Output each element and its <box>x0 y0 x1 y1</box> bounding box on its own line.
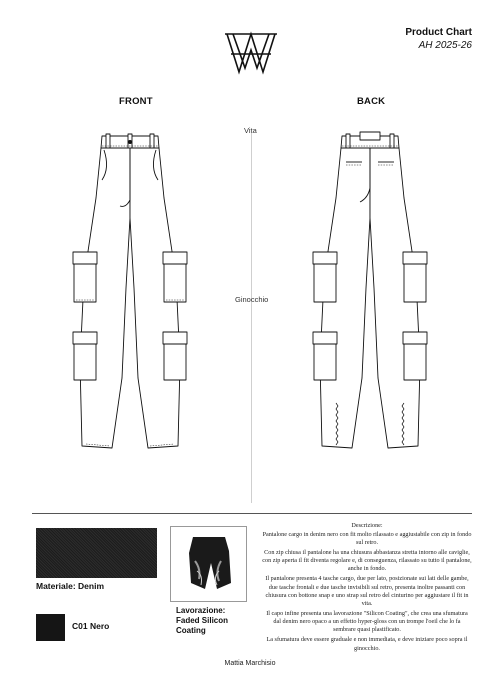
center-divider <box>251 133 252 503</box>
color-swatch-black <box>36 614 65 641</box>
chart-title: Product Chart <box>405 27 472 38</box>
author-name: Mattia Marchisio <box>224 660 276 667</box>
description-paragraph: La sfumatura deve essere graduale e non immediata, e deve iniziare poco sopra il ginocchio. <box>266 636 468 652</box>
treatment-line-1: Lavorazione: <box>176 606 226 615</box>
waist-guide-label: Vita <box>244 126 257 135</box>
treatment-line-2: Faded Silicon <box>176 616 229 625</box>
treatment-line-3: Coating <box>176 626 206 635</box>
description-paragraph: Il capo infine presenta una lavorazione "Silicon Coating", che crea una sfumatura dal denim nero opaco a un effetto hyper-gloss con un trompe l'oeil che lo fa sembrare quasi plastificato. <box>266 609 468 634</box>
description-paragraph: Il pantalone presenta 4 tasche cargo, due per lato, posizionate sui lati delle gambe, due tasche frontali e due tasche invisibili sul retro, presenta inoltre passanti con chiusura con bottone snap e uno strap sul retro del cinturino per aggiustare il fit in vita. <box>265 575 469 607</box>
description-title: Descrizione: <box>351 522 383 529</box>
front-pants-drawing <box>60 128 200 473</box>
back-pants-drawing <box>300 128 440 473</box>
back-view-label: BACK <box>357 96 386 107</box>
denim-fabric-swatch <box>36 528 157 578</box>
description-paragraph: Con zip chiusa il pantalone ha una chiusura abbastanza stretta intorno alle caviglie, con zip aperta il fit diventa regolare e, di conseguenza, rilassato su tutto il pantalone, anche in fondo. <box>262 548 472 573</box>
treatment-label <box>176 606 228 636</box>
knee-guide-label: Ginocchio <box>235 295 269 304</box>
front-view-label: FRONT <box>119 96 153 107</box>
description-block <box>262 522 472 655</box>
section-divider <box>32 513 472 514</box>
material-label: Materiale: Denim <box>36 581 105 591</box>
treatment-photo <box>170 526 247 602</box>
triangle-monogram-logo-icon <box>225 30 277 76</box>
color-code-label: C01 Nero <box>72 621 110 631</box>
season-code: AH 2025-26 <box>418 40 472 51</box>
description-paragraph: Pantalone cargo in denim nero con fit molto rilassato e aggiustabile con zip in fondo sul retro. <box>262 530 472 546</box>
